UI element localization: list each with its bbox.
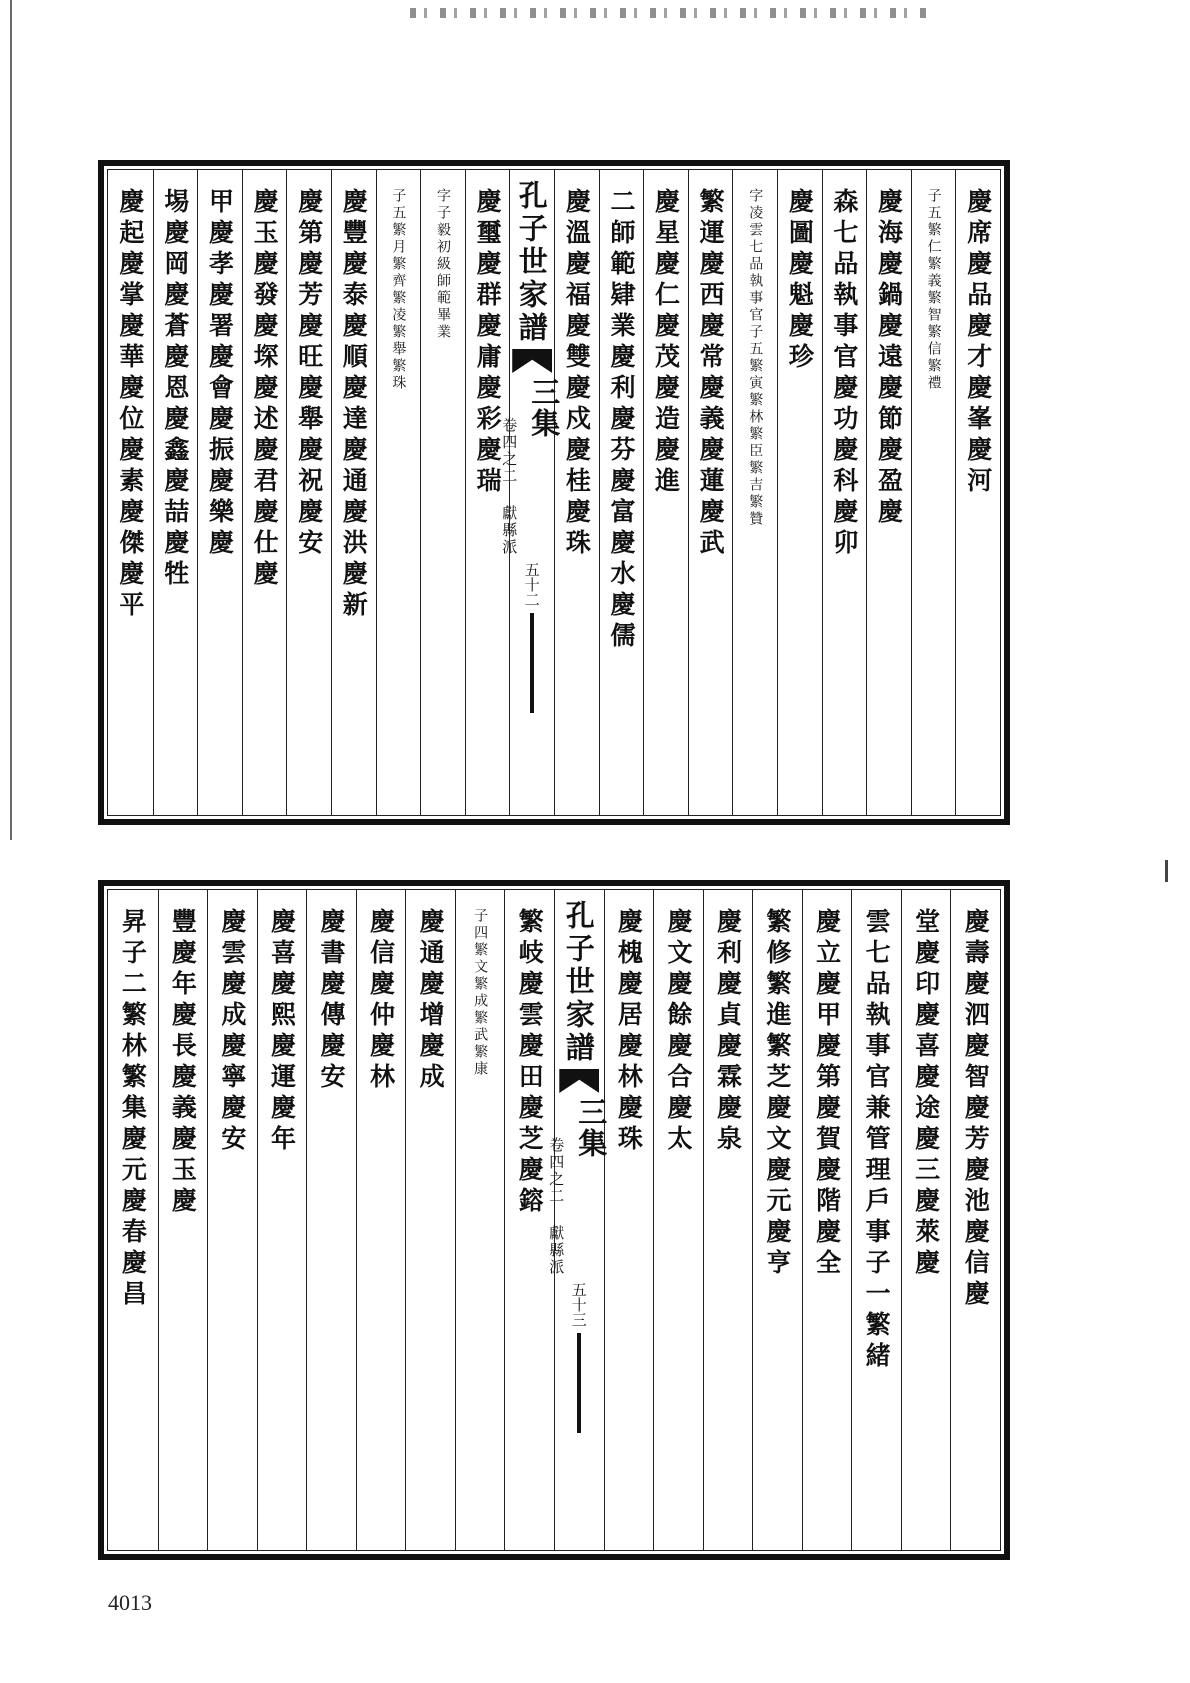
entry-column [822,170,867,815]
entry-column [197,170,242,815]
entry-text: 慶喜慶熙慶運慶年 [267,908,297,1156]
entry-text: 慶星慶仁慶茂慶造慶進 [651,188,681,498]
center-title-column [547,890,609,1550]
folio-number: 五十二 [522,562,541,607]
entry-column [286,170,331,815]
book-title: 孔子世家譜 [561,900,596,1065]
fishtail-bar [577,1333,581,1433]
entry-text: 子四繁文繁成繁武繁康 [472,908,489,1078]
entry-text: 慶圖慶魁慶珍 [785,188,815,374]
volume-label: 三集 [574,1097,609,1159]
chapter-label: 卷四之二 獻縣派 [500,417,519,556]
entry-column [207,890,257,1550]
entry-column [405,890,455,1550]
entry-column [158,890,208,1550]
entry-column [153,170,198,815]
scan-edge-line [10,0,12,840]
entry-column [732,170,777,815]
genealogy-page-top [98,160,1010,825]
entry-text: 繁運慶西慶常慶義慶蓮慶武 [696,188,726,560]
entry-text: 慶豐慶泰慶順慶達慶通慶洪慶新 [339,188,369,622]
entry-column [257,890,307,1550]
entry-column [376,170,421,815]
entry-text: 森七品執事官慶功慶科慶卯 [829,188,859,560]
fishtail-mark-icon [559,1069,599,1093]
entry-column [420,170,465,815]
book-title: 孔子世家譜 [514,180,549,345]
entry-text: 子五繁月繁齊繁凌繁舉繁珠 [390,188,407,392]
entry-text: 慶壽慶泗慶智慶芳慶池慶信慶 [961,908,991,1311]
entry-text: 埸慶岡慶蒼慶恩慶鑫慶喆慶牲 [160,188,190,591]
entry-text: 慶席慶品慶才慶峯慶河 [963,188,993,498]
entry-text: 繁岐慶雲慶田慶芝慶鎔 [515,908,545,1218]
entry-column [901,890,951,1550]
entry-text: 字凌雲七品執事官子五繁寅繁林繁臣繁吉繁贊 [747,188,764,528]
entry-text: 慶通慶增慶成 [416,908,446,1094]
entry-text: 慶玉慶發慶堔慶述慶君慶仕慶 [250,188,280,591]
entry-text: 子五繁仁繁義繁智繁信繁禮 [925,188,942,392]
page-grid [107,889,1001,1551]
entry-column [455,890,505,1550]
entry-text: 慶書慶傳慶安 [317,908,346,1094]
chapter-label: 卷四之二 獻縣派 [547,1137,566,1276]
entry-column [108,170,153,815]
entry-column [851,890,901,1550]
genealogy-page-bottom [98,880,1010,1560]
entry-text: 慶海慶鍋慶遠慶節慶盈慶 [874,188,904,529]
entry-column [688,170,733,815]
entry-column [356,890,406,1550]
entry-column [242,170,287,815]
entry-text: 字子毅初級師範畢業 [434,188,451,341]
entry-column [752,890,802,1550]
entry-column [955,170,1000,815]
entry-text: 昇子二繁林繁集慶元慶春慶昌 [118,908,148,1311]
entry-text: 慶起慶掌慶華慶位慶素慶傑慶平 [115,188,145,622]
entry-column [108,890,158,1550]
entry-text: 慶雲慶成慶寧慶安 [217,908,247,1156]
entry-text: 雲七品執事官兼管理戶事子一繁緒 [862,908,892,1373]
page-grid [107,169,1001,816]
entry-column [504,890,554,1550]
fishtail-bar [530,613,534,713]
entry-text: 二師範肄業慶利慶芬慶富慶水慶儒 [606,188,636,653]
entry-column [950,890,1000,1550]
entry-text: 慶璽慶群慶庸慶彩慶瑞 [473,188,503,498]
entry-column [306,890,356,1550]
entry-column [653,890,703,1550]
entry-text: 慶文慶餘慶合慶太 [663,908,693,1156]
entry-column [643,170,688,815]
entry-text: 慶第慶芳慶旺慶舉慶祝慶安 [294,188,324,560]
entry-text: 慶信慶仲慶林 [366,908,396,1094]
entry-column [866,170,911,815]
page-number: 4013 [108,1590,152,1615]
entry-text: 豐慶年慶長慶義慶玉慶 [168,908,198,1218]
entry-column [777,170,822,815]
entry-text: 堂慶印慶喜慶途慶三慶萊慶 [911,908,941,1280]
entry-text: 慶槐慶居慶林慶珠 [614,908,644,1156]
entry-column [465,170,510,815]
entry-column [911,170,956,815]
volume-label: 三集 [527,377,562,439]
entry-text: 繁修繁進繁芝慶文慶元慶亨 [763,908,793,1280]
scan-mark [1165,860,1168,882]
entry-text: 甲慶孝慶署慶會慶振慶樂慶 [205,188,235,560]
entry-text: 慶溫慶福慶雙慶戍慶桂慶珠 [562,188,592,560]
entry-column [703,890,753,1550]
fishtail-mark-icon [512,349,552,373]
entry-text: 慶利慶貞慶霖慶泉 [713,908,743,1156]
entry-column [599,170,644,815]
entry-text: 慶立慶甲慶第慶賀慶階慶全 [812,908,842,1280]
center-title-column [500,170,562,815]
volume-block [546,1097,612,1276]
folio-number: 五十三 [569,1282,588,1327]
entry-column [331,170,376,815]
scan-noise [410,8,930,18]
entry-column [802,890,852,1550]
